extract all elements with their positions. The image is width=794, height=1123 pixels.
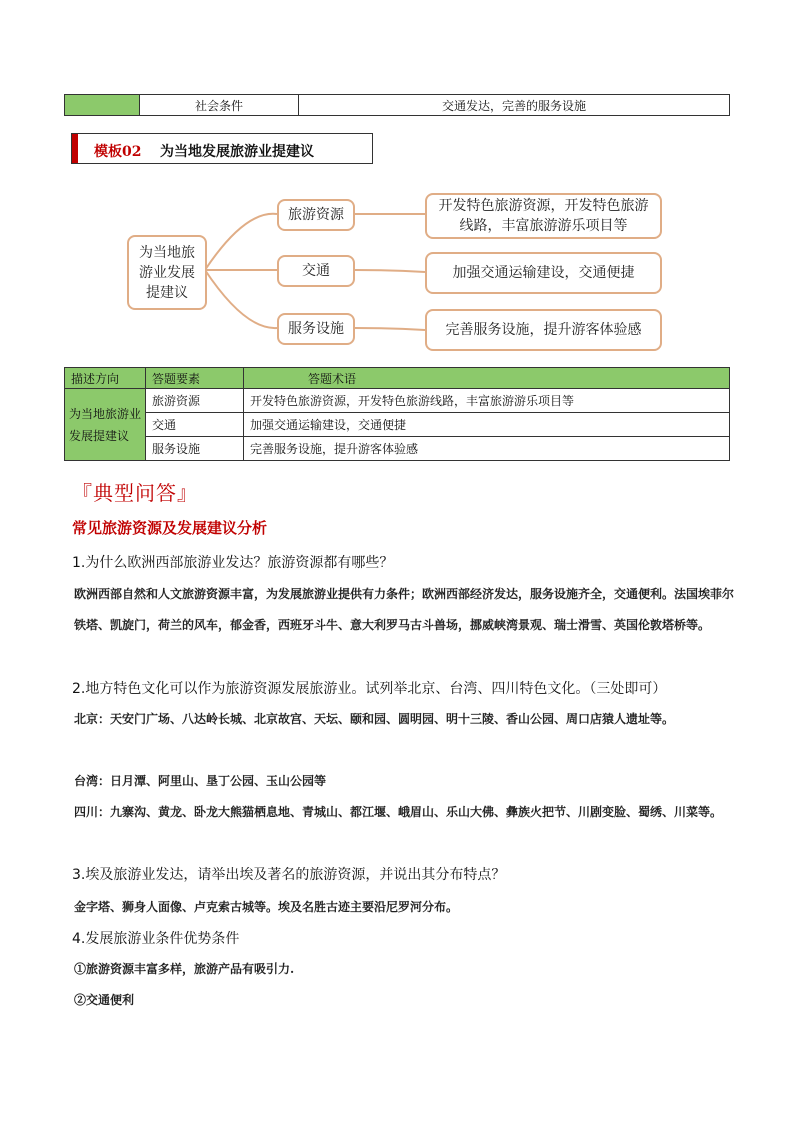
advice-resources-line-2: 线路，丰富旅游游乐项目等 xyxy=(459,218,628,234)
connector-root-resources xyxy=(205,214,277,270)
advice-node-services xyxy=(425,309,662,351)
template-label: 模板02 xyxy=(94,144,142,160)
table-row xyxy=(65,389,730,413)
table-header-row xyxy=(65,368,730,389)
top-row-label: 社会条件 xyxy=(140,95,299,116)
answer-4-item-2: ②交通便利 xyxy=(74,993,135,1007)
table-header-direction: 描述方向 xyxy=(65,368,146,389)
root-line-3: 提建议 xyxy=(146,284,188,301)
table-cell-factor: 服务设施 xyxy=(146,437,244,461)
advice-node-transport xyxy=(425,252,662,294)
question-2: 2.地方特色文化可以作为旅游资源发展旅游业。试列举北京、台湾、四川特色文化。（三处即可） xyxy=(72,681,667,697)
table-cell-term: 加强交通运输建设，交通便捷 xyxy=(244,413,730,437)
table-row xyxy=(65,437,730,461)
answer-2-beijing: 北京：天安门广场、八达岭长城、北京故宫、天坛、颐和园、圆明园、明十三陵、香山公园、周口店猿人遗址等。 xyxy=(74,712,675,726)
answer-template-table xyxy=(64,367,730,461)
table-row xyxy=(65,413,730,437)
root-line-1: 为当地旅 xyxy=(139,244,195,261)
branch-node-resources xyxy=(277,199,355,231)
advice-resources-line-1: 开发特色旅游资源，开发特色旅游 xyxy=(438,198,649,214)
advice-node-resources xyxy=(425,193,662,239)
table-side-label: 为当地旅游业发展提建议 xyxy=(65,389,146,461)
table-header-factor: 答题要素 xyxy=(146,368,244,389)
root-line-2: 游业发展 xyxy=(139,264,195,281)
top-row-value: 交通发达，完善的服务设施 xyxy=(299,95,730,116)
answer-1: 欧洲西部自然和人文旅游资源丰富，为发展旅游业提供有力条件；欧洲西部经济发达，服务设施齐全，交通便利。法国埃菲尔铁塔、凯旋门，荷兰的风车，郁金香，西班牙斗牛、意大利罗马古斗兽场，挪威峡湾景观、瑞士滑雪、英国伦敦塔桥等。 xyxy=(74,587,735,632)
section-mark: 『典型问答』 xyxy=(72,481,198,505)
branch-label-services: 服务设施 xyxy=(288,321,344,337)
answer-2-taiwan: 台湾：日月潭、阿里山、垦丁公园、玉山公园等 xyxy=(74,774,327,788)
template-header-accent-bar xyxy=(72,134,78,163)
table-cell-factor: 旅游资源 xyxy=(146,389,244,413)
question-1: 1.为什么欧洲西部旅游业发达？旅游资源都有哪些？ xyxy=(72,555,394,571)
top-table-row xyxy=(64,94,730,116)
question-3: 3.埃及旅游业发达，请举出埃及著名的旅游资源，并说出其分布特点？ xyxy=(72,867,506,883)
connector-transport-advice xyxy=(355,270,425,272)
table-cell-term: 完善服务设施，提升游客体验感 xyxy=(244,437,730,461)
branch-node-transport xyxy=(277,255,355,287)
table-header-term: 答题术语 xyxy=(244,368,730,389)
answer-4-item-1: ①旅游资源丰富多样，旅游产品有吸引力. xyxy=(74,962,295,976)
advice-services-text: 完善服务设施，提升游客体验感 xyxy=(445,322,642,338)
template-title: 为当地发展旅游业提建议 xyxy=(160,144,314,160)
section-title: 常见旅游资源及发展建议分析 xyxy=(72,519,268,537)
table-cell-term: 开发特色旅游资源，开发特色旅游线路，丰富旅游游乐项目等 xyxy=(244,389,730,413)
mindmap-root-node xyxy=(127,235,207,310)
table-cell-factor: 交通 xyxy=(146,413,244,437)
top-row-green-cell xyxy=(65,95,140,116)
advice-transport-text: 加强交通运输建设，交通便捷 xyxy=(452,265,635,281)
template-header xyxy=(71,133,373,164)
branch-label-transport: 交通 xyxy=(302,263,330,279)
answer-3: 金字塔、狮身人面像、卢克索古城等。埃及名胜古迹主要沿尼罗河分布。 xyxy=(74,900,459,914)
question-4: 4.发展旅游业条件优势条件 xyxy=(72,931,240,947)
connector-services-advice xyxy=(355,328,425,330)
branch-label-resources: 旅游资源 xyxy=(288,207,344,223)
answer-2-sichuan: 四川：九寨沟、黄龙、卧龙大熊猫栖息地、青城山、都江堰、峨眉山、乐山大佛、彝族火把节、川剧变脸、蜀绣、川菜等。 xyxy=(74,805,723,819)
connector-root-services xyxy=(205,270,277,328)
branch-node-services xyxy=(277,313,355,345)
